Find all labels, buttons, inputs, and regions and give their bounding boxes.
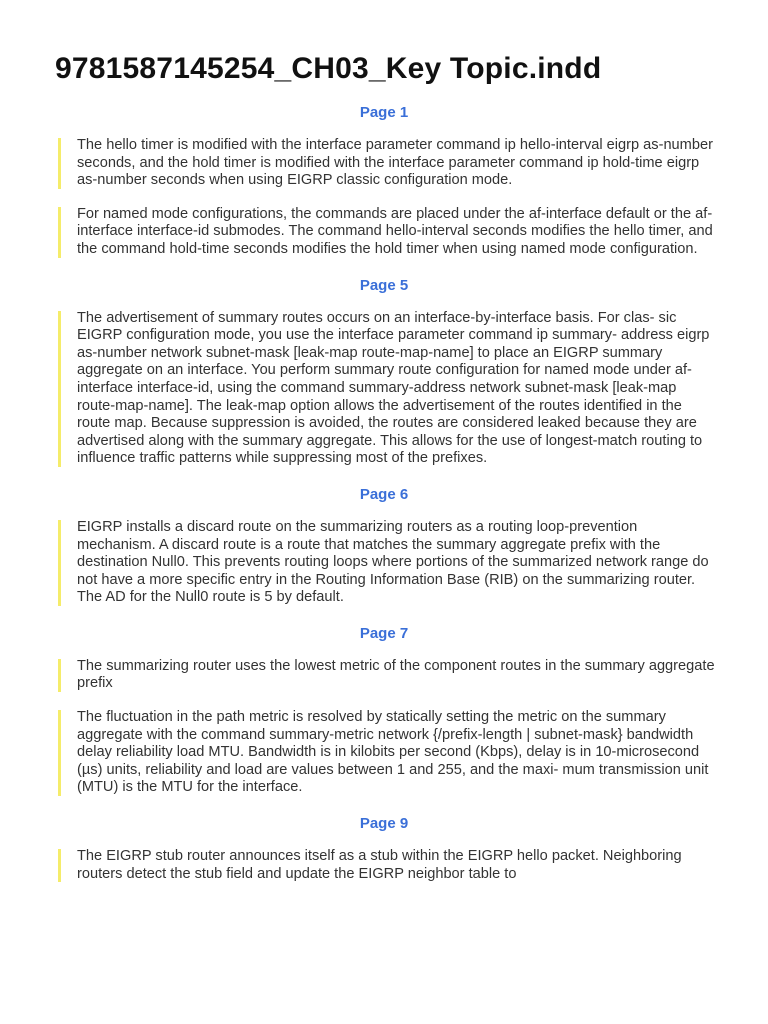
- highlight-p1-1: The hello timer is modified with the interface parameter command ip hello-interval eigrp as-number seconds, and the hold timer is modified with the interface parameter command ip hold-time eigrp as-number seconds when using EIGRP classic configuration mode.: [58, 137, 718, 190]
- page-label-7[interactable]: Page 7: [359, 624, 409, 642]
- highlight-p7-2: The fluctuation in the path metric is resolved by statically setting the metric on the summary aggregate with the command summary-metric network {/prefix-length | subnet-mask} bandwidth delay reliability load MTU. Bandwidth is in kilobits per second (Kbps), delay is in 10-microsecond (µs) units, reliability and load are values between 1 and 255, and the maxi- mum transmission unit (MTU) is the MTU for the interface.: [58, 709, 718, 797]
- document-title: 9781587145254_CH03_Key Topic.indd: [55, 52, 602, 85]
- page-label-6[interactable]: Page 6: [359, 485, 409, 503]
- highlight-p9-1: The EIGRP stub router announces itself as a stub within the EIGRP hello packet. Neighboring routers detect the stub field and update the EIGRP neighbor table to: [58, 848, 718, 883]
- highlight-p6-1: EIGRP installs a discard route on the summarizing routers as a routing loop-prevention mechanism. A discard route is a route that matches the summary aggregate prefix with the destination Null0. This prevents routing loops where portions of the summarized network range do not have a more specific entry in the Routing Information Base (RIB) on the summarizing router. The AD for the Null0 route is 5 by default.: [58, 519, 718, 607]
- page-label-5[interactable]: Page 5: [359, 276, 409, 294]
- highlights-list: [0, 103, 768, 883]
- page-label-9[interactable]: Page 9: [359, 815, 409, 833]
- highlight-p5-1: The advertisement of summary routes occurs on an interface-by-interface basis. For clas- sic EIGRP configuration mode, you use the interface parameter command ip summary- address eigrp as-number network subnet-mask [leak-map route-map-name] to place an EIGRP summary aggregate on an interface. You perform summary route configuration for named mode under af-interface interface-id, using the command summary-address network subnet-mask [leak-map route-map-name]. The leak-map option allows the advertisement of the routes identified in the route map. Because suppression is avoided, the routes are considered leaked because they are advertised along with the summary aggregate. This allows for the use of longest-match routing to influence traffic patterns while suppressing most of the prefixes.: [58, 310, 718, 468]
- highlight-p1-2: For named mode configurations, the commands are placed under the af-interface default or the af-interface interface-id submodes. The command hello-interval seconds modifies the hello timer, and the command hold-time seconds modifies the hold timer when using named mode configuration.: [58, 206, 718, 259]
- page-label-1[interactable]: Page 1: [359, 104, 409, 121]
- highlight-p7-1: The summarizing router uses the lowest metric of the component routes in the summary aggregate prefix: [58, 658, 718, 693]
